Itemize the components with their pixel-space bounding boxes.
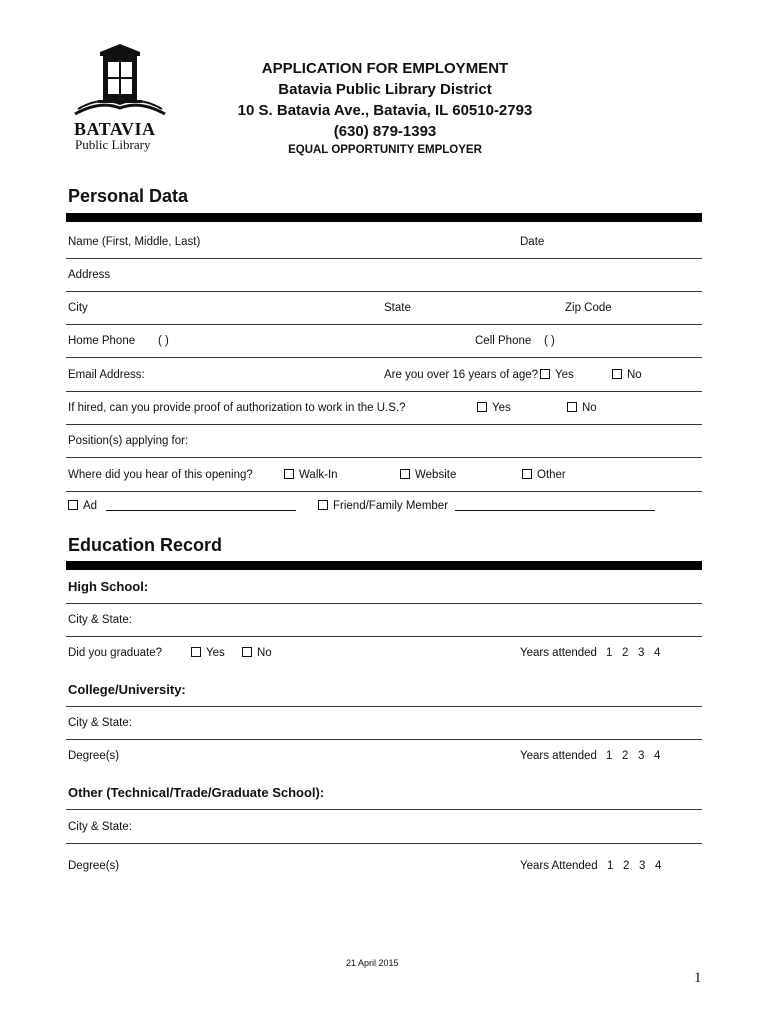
website-option[interactable]	[400, 469, 456, 481]
checkbox-icon[interactable]	[400, 469, 410, 479]
section-divider	[66, 561, 702, 570]
other-school-row[interactable]	[66, 777, 702, 810]
logo-text-batavia: BATAVIA	[74, 119, 156, 139]
checkbox-icon[interactable]	[540, 369, 550, 379]
positions-row[interactable]	[66, 425, 702, 458]
friend-blank[interactable]	[455, 510, 655, 511]
college-row[interactable]	[66, 674, 702, 707]
page-number: 1	[694, 970, 702, 986]
over16-no[interactable]	[612, 369, 642, 381]
email-row[interactable]	[66, 359, 702, 392]
city-label: City	[68, 302, 88, 314]
graduate-label: Did you graduate?	[68, 647, 162, 659]
other-label: Other	[537, 469, 566, 481]
authorization-label: If hired, can you provide proof of authorization to work in the U.S.?	[68, 402, 406, 414]
other-city-row[interactable]	[66, 811, 702, 844]
no-label: No	[257, 647, 272, 659]
over16-label: Are you over 16 years of age?	[384, 369, 539, 381]
form-header	[170, 58, 600, 156]
yes-label: Yes	[555, 369, 574, 381]
other-option[interactable]	[522, 469, 566, 481]
walkin-label: Walk-In	[299, 469, 338, 481]
state-label: State	[384, 302, 411, 314]
date-label: Date	[520, 236, 545, 248]
hs-city-row[interactable]	[66, 604, 702, 637]
auth-no[interactable]	[567, 402, 597, 414]
checkbox-icon[interactable]	[284, 469, 294, 479]
years-attended-label: Years attended	[520, 647, 597, 659]
eoe-statement: EQUAL OPPORTUNITY EMPLOYER	[288, 144, 482, 156]
address-label: Address	[68, 269, 111, 281]
section-divider	[66, 213, 702, 222]
phone-row[interactable]	[66, 325, 702, 358]
walkin-option[interactable]	[284, 469, 338, 481]
ad-option[interactable]	[68, 500, 296, 512]
positions-label: Position(s) applying for:	[68, 435, 189, 447]
other-school-label: Other (Technical/Trade/Graduate School):	[68, 785, 325, 800]
address-row[interactable]	[66, 259, 702, 292]
ad-label: Ad	[83, 500, 98, 512]
years-attended-label: Years Attended	[520, 860, 598, 872]
graduate-yes[interactable]	[191, 647, 225, 659]
auth-yes[interactable]	[477, 402, 511, 414]
footer-date: 21 April 2015	[346, 958, 399, 968]
hear-row[interactable]	[66, 459, 702, 492]
authorization-row[interactable]	[66, 392, 702, 425]
ad-row[interactable]	[66, 490, 702, 523]
personal-data-title: Personal Data	[68, 186, 189, 206]
years-options[interactable]: 1 2 3 4	[606, 750, 661, 762]
city-state-label: City & State:	[68, 821, 132, 833]
high-school-label: High School:	[68, 579, 149, 594]
logo-text-library: Public Library	[75, 137, 151, 152]
checkbox-icon[interactable]	[68, 500, 78, 510]
org-address: 10 S. Batavia Ave., Batavia, IL 60510-2793	[237, 102, 533, 119]
checkbox-icon[interactable]	[191, 647, 201, 657]
years-options[interactable]: 1 2 3 4	[606, 647, 661, 659]
name-row[interactable]	[66, 226, 702, 259]
home-phone-label: Home Phone	[68, 335, 136, 347]
checkbox-icon[interactable]	[612, 369, 622, 379]
home-phone-area: ( )	[158, 335, 169, 347]
checkbox-icon[interactable]	[242, 647, 252, 657]
org-phone: (630) 879-1393	[333, 123, 437, 140]
years-attended-label: Years attended	[520, 750, 597, 762]
college-city-row[interactable]	[66, 707, 702, 740]
over16-yes[interactable]	[540, 369, 574, 381]
checkbox-icon[interactable]	[567, 402, 577, 412]
degrees-label: Degree(s)	[68, 860, 120, 872]
org-name: Batavia Public Library District	[278, 81, 492, 98]
college-degree-row[interactable]	[66, 740, 702, 773]
ad-blank[interactable]	[106, 510, 296, 511]
high-school-row[interactable]	[66, 571, 702, 604]
no-label: No	[582, 402, 597, 414]
email-label: Email Address:	[68, 369, 145, 381]
cell-phone-label: Cell Phone	[475, 335, 532, 347]
years-options[interactable]: 1 2 3 4	[607, 860, 662, 872]
cell-phone-area: ( )	[544, 335, 555, 347]
name-label: Name (First, Middle, Last)	[68, 236, 201, 248]
yes-label: Yes	[206, 647, 225, 659]
no-label: No	[627, 369, 642, 381]
other-degree-row[interactable]	[66, 850, 702, 883]
friend-option[interactable]	[318, 500, 655, 512]
college-label: College/University:	[68, 682, 186, 697]
city-row[interactable]	[66, 292, 702, 325]
yes-label: Yes	[492, 402, 511, 414]
checkbox-icon[interactable]	[522, 469, 532, 479]
education-title: Education Record	[68, 535, 223, 555]
city-state-label: City & State:	[68, 717, 132, 729]
graduate-no[interactable]	[242, 647, 272, 659]
checkbox-icon[interactable]	[477, 402, 487, 412]
form-title: APPLICATION FOR EMPLOYMENT	[261, 60, 509, 77]
degrees-label: Degree(s)	[68, 750, 120, 762]
hs-graduate-row[interactable]	[66, 637, 702, 670]
website-label: Website	[415, 469, 457, 481]
checkbox-icon[interactable]	[318, 500, 328, 510]
hear-label: Where did you hear of this opening?	[68, 469, 253, 481]
city-state-label: City & State:	[68, 614, 132, 626]
zip-label: Zip Code	[565, 302, 612, 314]
friend-label: Friend/Family Member	[333, 500, 449, 512]
